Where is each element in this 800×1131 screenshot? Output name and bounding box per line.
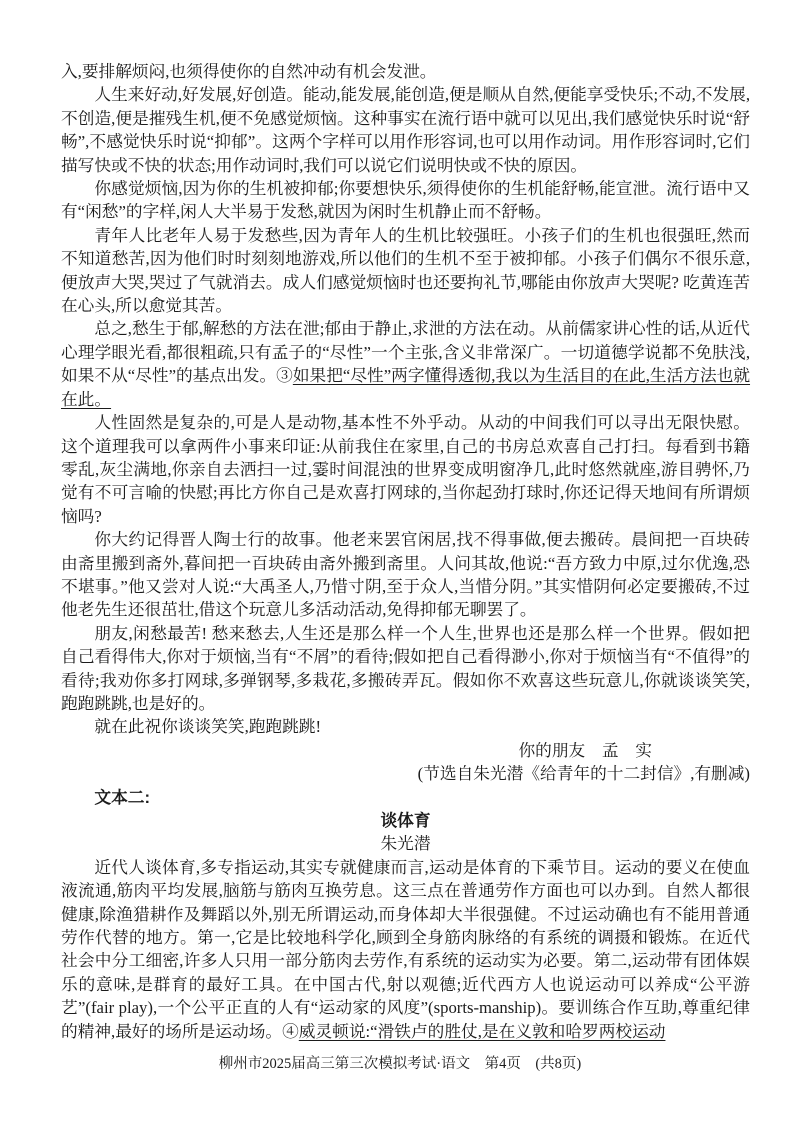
paragraph-5-text: 总之,愁生于郁,解愁的方法在泄;郁由于静止,求泄的方法在动。从前儒家讲心性的话,从近代心理学眼光看,都很粗疏,只有孟子的“尽性”一个主张,含义非常深广。一切道德学说都不免肤浅,如果不从“尽性”的基点出发。 bbox=[61, 319, 750, 386]
exam-page-content bbox=[61, 60, 750, 1043]
text-two-author: 朱光潜 bbox=[380, 834, 431, 854]
text-one-paragraph-8: 朋友,闲愁最苦! 愁来愁去,人生还是那么样一个人生,世界也还是那么样一个世界。假如把自己看得伟大,你对于烦恼,当有“不屑”的看待;假如把自己看得渺小,你对于烦恼当有“不值得”的看待;我劝你多打网球,多弹钢琴,多栽花,多搬砖弄瓦。假如你不欢喜这些玩意儿,你就谈谈笑笑,跑跑跳跳,也是好的。 bbox=[61, 623, 750, 713]
text-one-closing-line: 就在此祝你谈谈笑笑,跑跑跳跳! bbox=[94, 717, 322, 737]
text-two-title: 谈体育 bbox=[380, 811, 431, 830]
text-two-label: 文本二: bbox=[94, 787, 151, 807]
text-one-paragraph-3: 你感觉烦恼,因为你的生机被抑郁;你要想快乐,须得使你的生机能舒畅,能宣泄。流行语中又有“闲愁”的字样,闲人大半易于发愁,就因为闲时生机静止而不舒畅。 bbox=[61, 179, 750, 222]
source-attribution: (节选自朱光潜《给青年的十二封信》,有删减) bbox=[417, 764, 750, 784]
signature-line: 你的朋友 孟 实 bbox=[518, 740, 652, 760]
text-one-paragraph-4: 青年人比老年人易于发愁些,因为青年人的生机比较强旺。小孩子们的生机也很强旺,然而不知道愁苦,因为他们时时刻刻地游戏,所以他们的生机不至于被抑郁。小孩子们偶尔不很乐意,便放声大哭,哭过了气就消去。成人们感觉烦恼时也还要拘礼节,哪能由你放声大哭呢? 吃黄连苦在心头,所以愈觉其苦。 bbox=[61, 225, 750, 316]
text-one-paragraph-2: 人生来好动,好发展,好创造。能动,能发展,能创造,便是顺从自然,便能享受快乐;不动,不发展,不创造,便是摧残生机,便不免感觉烦恼。这种事实在流行语中就可以见出,我们感觉快乐时说“舒畅”,不感觉快乐时说“抑郁”。这两个字样可以用作形容词,也可以用作动词。用作形容词时,它们描写快或不快的状态;用作动词时,我们可以说它们说明快或不快的原因。 bbox=[61, 85, 750, 175]
circled-number-3-marker: ③ bbox=[276, 366, 293, 386]
text-one-paragraph-7: 你大约记得晋人陶士行的故事。他老来罢官闲居,找不得事做,便去搬砖。晨间把一百块砖由斋里搬到斋外,暮间把一百块砖由斋外搬到斋里。人问其故,他说:“吾方致力中原,过尔优逸,恐不堪事。”他又尝对人说:“大禹圣人,乃惜寸阴,至于众人,当惜分阴。”其实惜阴何必定要搬砖,不过他老先生还很茁壮,借这个玩意儿多活动活动,免得抑郁无聊罢了。 bbox=[61, 530, 750, 620]
text-two-paragraph-1 bbox=[61, 856, 750, 1043]
text-one-paragraph-6: 人性固然是复杂的,可是人是动物,基本性不外乎动。从动的中间我们可以寻出无限快慰。这个道理我可以拿两件小事来印证:从前我住在家里,自己的书房总欢喜自己打扫。每看到书籍零乱,灰尘满地,你亲自去洒扫一过,霎时间混浊的世界变成明窗净几,此时悠然就座,游目骋怀,乃觉有不可言喻的快慰;再比方你自己是欢喜打网球的,当你起劲打球时,你还记得天地间有所谓烦恼吗? bbox=[61, 413, 750, 526]
text-one-continuation-line: 入,要排解烦闷,也须得使你的自然冲动有机会发泄。 bbox=[61, 62, 437, 81]
text-two-paragraph-text: 近代人谈体育,多专指运动,其实专就健康而言,运动是体育的下乘节目。运动的要义在使血液流通,筋肉平均发展,脑筋与筋肉互换劳息。这三点在普通劳作方面也可以办到。自然人都很健康,除渔猎耕作及舞蹈以外,别无所谓运动,而身体却大半很强健。不过运动确也有不能用普通劳作代替的地方。第一,它是比较地科学化,顾到全身筋肉脉络的有系统的调摄和锻炼。在近代社会中分工细密,许多人只用一部分筋肉去劳作,有系统的运动实为必要。第二,运动带有团体娱乐的意味,是群育的最好工具。在中国古代,射以观德;近代西方人也说运动可以养成“公平游艺”(fair play),一个公平正直的人有“运动家的风度”(sports-manship)。要训练合作互助,尊重纪律的精神,最好的场所是运动场。 bbox=[61, 857, 750, 1041]
underlined-sentence-3: 如果把“尽性”两字懂得透彻,我以为生活目的在此,生活方法也就在此。 bbox=[61, 366, 751, 409]
text-one-paragraph-5 bbox=[61, 317, 750, 411]
underlined-sentence-4: 威灵顿说:“滑铁卢的胜仗,是在义敦和哈罗两校运动 bbox=[298, 1021, 666, 1041]
circled-number-4-marker: ④ bbox=[282, 1021, 299, 1041]
page-footer: 柳州市2025届高三第三次模拟考试·语文 第4页 (共8页) bbox=[218, 1056, 582, 1072]
